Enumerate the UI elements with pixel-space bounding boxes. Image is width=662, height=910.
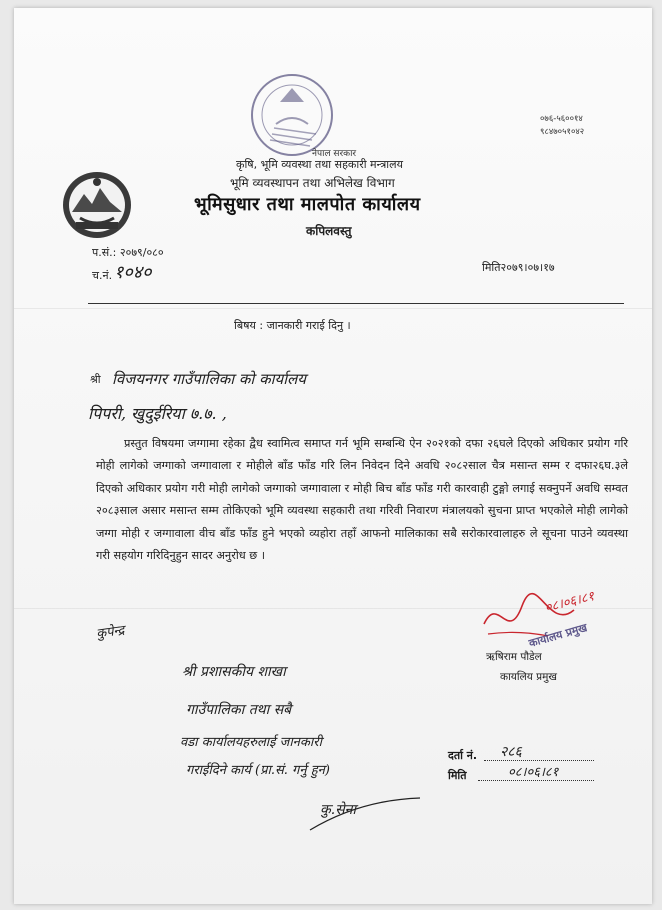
registration-miti-value: ०८।०६।८१ (508, 765, 559, 780)
nepal-emblem-icon (58, 168, 136, 242)
office-name: भूमिसुधार तथा मालपोत कार्यालय (194, 194, 421, 215)
letter-body-paragraph: प्रस्तुत विषयमा जग्गामा रहेका द्वैध स्वामित्व समाप्त गर्न भूमि सम्बन्धि ऐन २०२१को दफा २६घले दिएको अधिकार प्रयोग गरि मोही लागेको जग्गाको जग्गावाला र मोहीले बाँड फाँड गरि लिन निवेदन दिने अवधि २०८२साल चैत्र मसान्त सम्म र दफा२६घ.३ले दिएको अधिकार प्रयोग गरी मोही लागेको जग्गाको जग्गावाला र मोही बिच बाँड फाँड गरी कारवाही टुङ्गो लगाई सक्नुपर्ने अवधि सम्वत २०८३साल असार मसान्त सम्म तोकिएको भूमि व्यवस्था सहकारी तथा गरिवी निवारण मंत्रालयको सुचना प्राप्त भएकोले मोही लागेको जग्गा मोही र जग्गावाला वीच बाँड फाँड हुने भएको व्यहोरा तहाँ आफनो मालिकाका सबै सरोकारवालाहरु ले सूचना पाउने व्यवस्था गरी सहयोग गरिदिनुहुन सादर अनुरोध छ । (96, 437, 628, 563)
registration-miti-line (478, 780, 594, 781)
header-department: भूमि व्यवस्थापन तथा अभिलेख विभाग (230, 176, 395, 190)
handwritten-note-line-1: श्री प्रशासकीय शाखा (182, 664, 286, 680)
subject-line: बिषय : जानकारी गराई दिनु । (234, 319, 351, 332)
handwritten-note-line-2: गाउँपालिका तथा सबै (186, 702, 292, 718)
letter-date: मिति२०७९।०७।१७ (482, 261, 555, 274)
handwritten-initials: कुपेन्द्र (95, 623, 126, 642)
registration-miti-label: मिति (448, 769, 467, 782)
registration-darta-line (484, 760, 594, 761)
reference-cha-na-value: १०४० (114, 262, 152, 283)
handwritten-note-line-3: वडा कार्यालयहरुलाई जानकारी (180, 735, 322, 750)
header-gov: नेपाल सरकार (312, 149, 357, 159)
signatory-title: कायलिय प्रमुख (500, 671, 557, 683)
registration-darta-label: दर्ता नं. (448, 749, 478, 762)
recipient-line-1: विजयनगर गाउँपालिका को कार्यालय (112, 370, 306, 388)
registration-darta-value: २८६ (500, 744, 522, 760)
reference-pa-sa: प.सं.: २०७९/०८० (92, 246, 164, 259)
header-divider (88, 303, 624, 304)
header-ministry: कृषि, भूमि व्यवस्था तथा सहकारी मन्त्रालय (236, 158, 403, 171)
handwritten-sign: कु.सेना (320, 802, 357, 818)
stamp-office-chief: कार्यालय प्रमुख (527, 620, 589, 651)
handwritten-sign-stroke (300, 790, 440, 840)
recipient-line-2: पिपरी, खुदुईरिया ७.७. , (88, 404, 227, 423)
district-name: कपिलवस्तु (306, 224, 352, 238)
red-signature-date: ०८।०६।८१ (543, 589, 596, 616)
phone-2: ९८४७०५१०४२ (540, 127, 585, 137)
reference-cha-na-label: च.नं. (92, 269, 113, 282)
signatory-name: ऋषिराम पौडेल (486, 651, 542, 663)
phone-1: ०७६-५६००१४ (540, 114, 583, 124)
recipient-shree: श्री (90, 373, 101, 386)
handwritten-note-line-4: गराईदिने कार्य (प्रा.सं. गर्नु हुन) (186, 763, 330, 778)
phone-numbers (540, 113, 584, 139)
letter-body (96, 433, 628, 567)
